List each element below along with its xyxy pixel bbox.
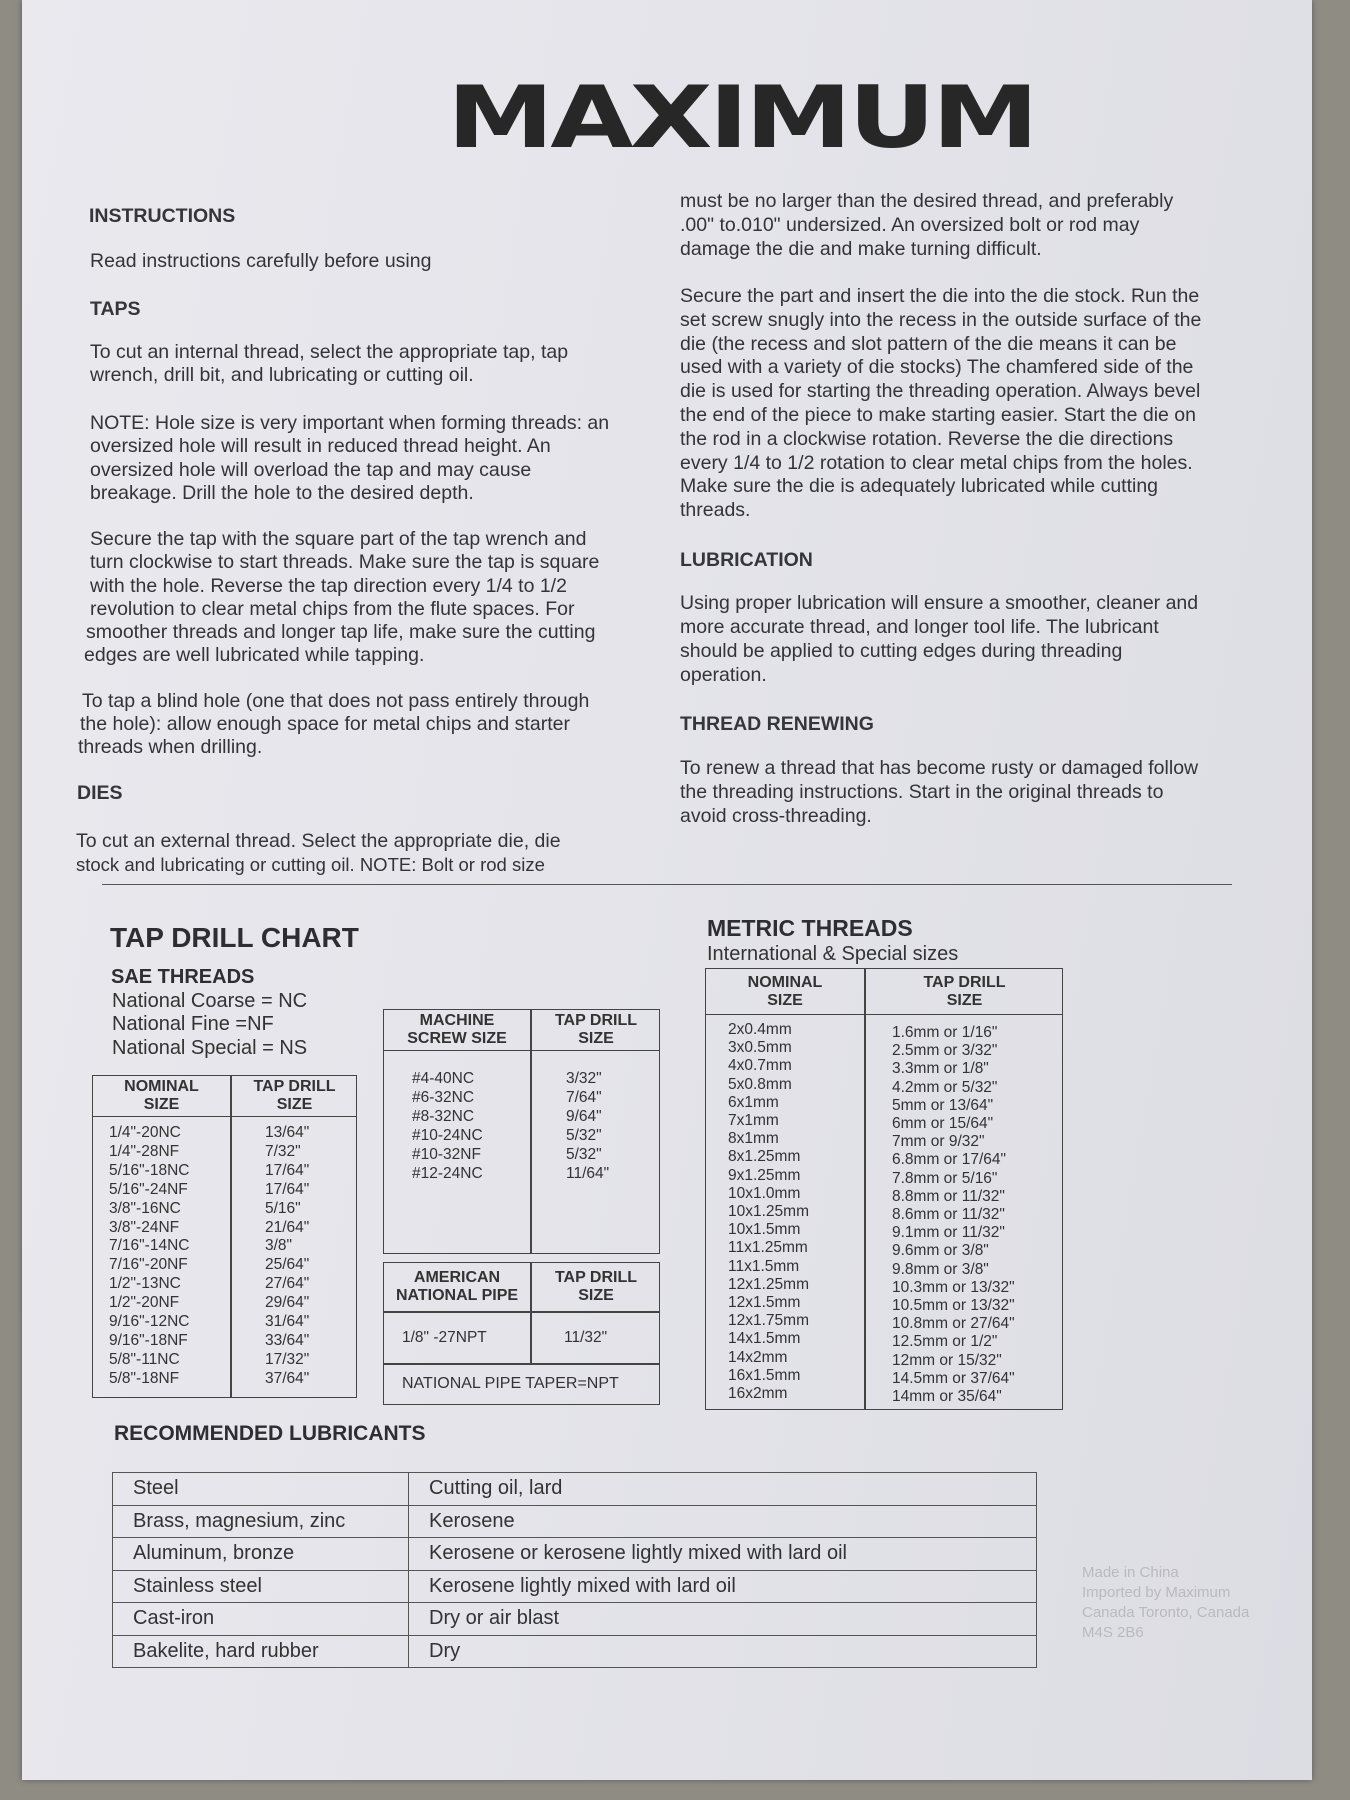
machine-size-cell: #10-24NC [412,1126,483,1144]
sae-nominal-cell: 1/2"-13NC [109,1275,181,1293]
sae-nominal-cell: 1/4"-20NC [109,1124,181,1141]
metric-tap-cell: 6.8mm or 17/64" [892,1151,1007,1169]
metric-tap-cell: 9.8mm or 3/8" [892,1260,989,1278]
machine-screw-table [383,1009,660,1254]
sae-nominal-cell: 3/8"-16NC [109,1199,181,1217]
sae-legend-nc: National Coarse = NC [112,990,308,1012]
pipe-footer: NATIONAL PIPE TAPER=NPT [402,1375,619,1392]
metric-nominal-cell: 8x1.25mm [728,1148,801,1166]
metric-tap-cell: 12mm or 15/32" [892,1351,1002,1369]
metric-threads-title: METRIC THREADS [707,915,913,941]
metric-header-tap: TAP DRILL SIZE [923,974,1006,1009]
machine-tap-cell: 9/64" [566,1107,602,1125]
metric-tap-cell: 10.8mm or 27/64" [892,1315,1015,1333]
metric-tap-cell: 8.8mm or 11/32" [892,1187,1005,1205]
sae-nominal-cell: 1/2"-20NF [109,1294,180,1312]
sae-nominal-cell: 9/16"-12NC [109,1313,190,1331]
metric-tap-cell: 8.6mm or 11/32" [892,1206,1005,1224]
metric-tap-cell: 7.8mm or 5/16" [892,1169,998,1187]
sae-tap-cell: 31/64" [265,1313,310,1331]
sae-tap-cell: 7/32" [265,1142,301,1160]
sae-tap-column [265,1124,309,1389]
metric-nominal-cell: 4x0.7mm [728,1057,792,1075]
sae-tap-cell: 29/64" [265,1294,310,1312]
machine-size-cell: #4-40NC [412,1070,475,1087]
sae-header-nominal: NOMINAL SIZE [124,1078,199,1113]
lubricant-row [113,1603,1037,1636]
lubricant-value: Cutting oil, lard [409,1473,1037,1506]
sae-tap-cell: 17/64" [265,1161,310,1179]
read-note: Read instructions carefully before using [90,250,432,272]
dies-heading: DIES [77,782,123,804]
metric-tap-cell: 5mm or 13/64" [892,1096,994,1114]
sae-tap-cell: 13/64" [265,1124,310,1141]
metric-nominal-cell: 12x1.5mm [728,1294,801,1312]
sae-tap-cell: 5/16" [265,1199,301,1217]
metric-tap-cell: 9.1mm or 11/32" [892,1224,1005,1242]
sae-nominal-cell: 7/16"-20NF [109,1256,188,1274]
metric-tap-cell: 10.3mm or 13/32" [892,1278,1015,1296]
metric-header-nominal: NOMINAL SIZE [747,974,823,1009]
machine-tap-cell: 5/32" [566,1145,602,1163]
sae-tap-cell: 3/8" [265,1237,293,1255]
sae-tap-cell: 17/32" [265,1350,310,1368]
lubricant-value: Kerosene or kerosene lightly mixed with lard oil [409,1538,1037,1571]
sae-nominal-cell: 1/4"-28NF [109,1142,180,1160]
metric-nominal-cell: 16x2mm [728,1385,788,1403]
lubricant-row [113,1505,1037,1538]
metric-nominal-cell: 12x1.75mm [728,1312,809,1330]
metric-tap-cell: 10.5mm or 13/32" [892,1297,1015,1315]
taps-heading: TAPS [90,298,141,320]
pipe-header-tap: TAP DRILL SIZE [554,1269,638,1304]
sae-legend-ns: National Special = NS [112,1037,308,1059]
lubricant-row [113,1635,1037,1668]
pipe-tap-value: 11/32" [564,1329,608,1346]
lubricant-row [113,1473,1037,1506]
lubricant-value: Kerosene lightly mixed with lard oil [409,1570,1037,1603]
metric-nominal-cell: 7x1mm [728,1112,779,1130]
metric-tap-cell: 1.6mm or 1/16" [892,1024,998,1041]
metric-nominal-cell: 14x2mm [728,1348,788,1366]
lubricant-value: Kerosene [409,1505,1037,1538]
sae-threads-table [92,1075,357,1398]
machine-size-cell: #12-24NC [412,1164,483,1182]
metric-tap-cell: 4.2mm or 5/32" [892,1078,998,1096]
lubricant-material: Brass, magnesium, zinc [113,1505,409,1538]
sae-tap-cell: 25/64" [265,1256,310,1274]
metric-nominal-cell: 10x1.5mm [728,1221,801,1239]
tap-drill-chart-title: TAP DRILL CHART [110,922,359,953]
lubricant-material: Bakelite, hard rubber [113,1635,409,1668]
metric-tap-column [892,1024,1015,1406]
machine-size-cell: #8-32NC [412,1107,475,1125]
origin-note: Made in China Imported by Maximum Canada Toronto, Canada M4S 2B6 [1082,1564,1250,1641]
sae-tap-cell: 27/64" [265,1275,310,1293]
sae-nominal-cell: 5/16"-24NF [109,1180,188,1198]
sae-legend-nf: National Fine =NF [112,1013,274,1035]
pipe-size-value: 1/8" -27NPT [402,1329,487,1346]
sae-nominal-cell: 5/8"-18NF [109,1369,180,1387]
sae-nominal-column [109,1124,189,1389]
metric-nominal-cell: 6x1mm [728,1093,779,1111]
metric-nominal-cell: 10x1.0mm [728,1184,801,1202]
metric-nominal-cell: 16x1.5mm [728,1366,801,1384]
sae-nominal-cell: 3/8"-24NF [109,1218,180,1236]
lubricant-row [113,1570,1037,1603]
machine-tap-cell: 7/64" [566,1088,602,1106]
instructions-heading: INSTRUCTIONS [89,205,236,227]
sae-tap-cell: 21/64" [265,1218,310,1236]
machine-tap-cell: 3/32" [566,1070,602,1087]
metric-nominal-cell: 2x0.4mm [728,1021,792,1038]
metric-nominal-cell: 14x1.5mm [728,1330,801,1348]
metric-nominal-cell: 3x0.5mm [728,1039,792,1057]
metric-tap-cell: 6mm or 15/64" [892,1115,994,1133]
lubricant-material: Steel [113,1473,409,1506]
brand-logo: MAXIMUM [447,68,1036,168]
metric-tap-cell: 2.5mm or 3/32" [892,1042,998,1060]
sae-nominal-cell: 7/16"-14NC [109,1237,190,1255]
metric-threads-table [705,968,1063,1410]
thread-renewing-heading: THREAD RENEWING [680,713,874,735]
lubricant-material: Cast-iron [113,1603,409,1636]
metric-tap-cell: 14.5mm or 37/64" [892,1369,1015,1387]
lubricant-material: Stainless steel [113,1570,409,1603]
machine-header-tap: TAP DRILL SIZE [554,1012,638,1047]
lubrication-heading: LUBRICATION [680,549,813,571]
metric-nominal-cell: 9x1.25mm [728,1166,801,1184]
metric-tap-cell: 12.5mm or 1/2" [892,1333,998,1351]
sae-nominal-cell: 9/16"-18NF [109,1331,188,1349]
lubricant-material: Aluminum, bronze [113,1538,409,1571]
metric-nominal-column [728,1021,809,1403]
machine-tap-cell: 11/64" [566,1164,610,1182]
metric-nominal-cell: 11x1.5mm [728,1257,800,1275]
machine-tap-column [566,1070,609,1183]
sae-header-tap: TAP DRILL SIZE [253,1078,336,1113]
machine-size-column [412,1070,483,1183]
lubricants-table [112,1472,1037,1668]
sae-tap-cell: 17/64" [265,1180,310,1198]
metric-tap-cell: 14mm or 35/64" [892,1388,1002,1406]
metric-nominal-cell: 12x1.25mm [728,1275,809,1293]
instruction-sheet: MAXIMUM INSTRUCTIONS Read instructions carefully before using TAPS To cut an internal thread, select the appropriate tap, tap wrench, drill bit, and lubricating or cutting oil. NOTE: Hole size is very important when forming threads: an oversized hole will result in reduced thread height. An oversized hole will overload the tap and may cause breakage. Drill the hole to the desired depth. Secure the tap with the square part of the tap wrench and turn clockwise to start threads. Make sure the tap is square with the hole. Reverse the tap direction every 1/4 to 1/2 revolution to clear metal chips from the flute spaces. For smoother threads and longer tap life, make sure the cutting edges are well lubricated while tapping. To tap a blind hole (one that does not pass entirely through the hole): allow enough space for metal chips and starter threads when drilling. DIES To cut an external thread. Select the appropriate die, die stock and lubricating or cutting oil. NOTE: Bolt or rod size must be no larger than the desired thread, and preferably .00" to.010" undersized. An oversized bolt or rod may damage the die and make turning difficult. Secure the part and insert the die into the die stock. Run the set screw snugly into the recess in the outside surface of the die (the recess and slot pattern of the die means it can be used with a variety of die stocks) The chamfered side of the die is used for starting the threading operation. Always bevel the end of the piece to make starting easier. Start the die on the rod in a clockwise rotation. Reverse the die directions every 1/4 to 1/2 rotation to clear metal chips from the holes. Make sure the die is adequately lubricated while cutting threads. LUBRICATION Using proper lubrication will ensure a smoother, cleaner and more accurate thread, and longer tool life. The lubricant should be applied to cutting edges during threading operation. THREAD RENEWING To renew a thread that has become rusty or damaged follow the threading instructions. Start in the original threads to avoid cross-threading. TAP DRILL CHART SAE THREADS National Coarse = NC National Fine =NF National Special = NS NOMINAL SIZE TAP DRILL SIZE 1/4"-20NC 1/4"-28NF 5/16"-18NC 5/16"-24NF 3/8"-16NC 3/8"-24NF 7/16"-14NC 7/16"-20NF 1/2"-13NC 1/2"-20NF 9/16"-12NC 9/16"-18NF 5/8"-11NC 5/8"-18NF 13/64" 7/32" 17/64" 17/64" 5/16" 21/64" 3/8" 25/64" 27/64" 29/64" 31/64" 33/64" 17/32" 37/64" MACHINE SCREW SIZE TAP DRILL SIZE #4-40NC #6-32NC #8-32NC #10-24NC #10-32NF #12-24NC 3/32" 7/64" 9/64" 5/32" 5/32" 11/64" AMERICAN NATIONAL PIPE TAP DRILL SIZE 1/8" -27NPT 11/32" NATIONAL PIPE TAPER=NPT METRIC THREADS International & Special sizes NOMINAL SIZE TAP DRILL SIZE 2x0.4mm 3x0.5mm 4x0.7mm 5x0.8mm 6x1mm 7x1mm 8x1mm 8x1.25mm 9x1.25mm 10x1.0mm 10x1.25mm 10x1.5mm 11x1.25mm 11x1.5mm 12x1.25mm 12x1.5mm 12x1.75mm 14x1.5mm 14x2mm 16x1.5mm 16x2mm 1.6mm or 1/16" 2.5mm or 3/32" 3.3mm or 1/8" 4.2mm or 5/32" 5mm or 13/64" 6mm or 15/64" 7mm or 9/32" 6.8mm or 17/64" 7.8mm or 5/16" 8.8mm or 11/32" 8.6mm or 11/32" 9.1mm or 11/32" 9.6mm or 3/8" 9.8mm or 3/8" 10.3mm or 13/32" 10.5mm or 13/32" 10.8mm or 27/64" 12.5mm or 1/2" 12mm or 15/32" 14.5mm or 37/64" 14mm or 35/64" RECOMMENDED LUBRICANTS Steel Cutting oil, lard Brass, magnesium, zinc Kerosene Aluminum, bronze Kerosene or kerosene lightly mixed with lard oil Stainless steel Kerosene lightly mixed with lard oil Cast-iron Dry or air blast Bakelite, hard rubber Dry Made in China Imported by Maximum Canada Toronto, Canada M4S 2B6 [22,0,1312,1780]
american-pipe-table [383,1262,660,1405]
sae-nominal-cell: 5/8"-11NC [109,1350,180,1368]
metric-tap-cell: 3.3mm or 1/8" [892,1060,989,1078]
section-divider [102,884,1232,885]
machine-size-cell: #6-32NC [412,1088,475,1106]
metric-nominal-cell: 8x1mm [728,1130,779,1148]
metric-nominal-cell: 5x0.8mm [728,1075,792,1093]
metric-threads-subtitle: International & Special sizes [707,943,959,965]
lubricant-value: Dry or air blast [409,1603,1037,1636]
metric-nominal-cell: 10x1.25mm [728,1203,809,1221]
machine-tap-cell: 5/32" [566,1126,602,1144]
sae-threads-title: SAE THREADS [111,966,255,988]
lubricant-row [113,1538,1037,1571]
pipe-header-size: AMERICAN NATIONAL PIPE [395,1269,519,1304]
sae-nominal-cell: 5/16"-18NC [109,1161,190,1179]
metric-nominal-cell: 11x1.25mm [728,1239,808,1257]
metric-tap-cell: 7mm or 9/32" [892,1133,985,1151]
machine-header-size: MACHINE SCREW SIZE [407,1012,507,1047]
recommended-lubricants-title: RECOMMENDED LUBRICANTS [114,1422,426,1445]
sae-tap-cell: 37/64" [265,1369,310,1387]
machine-size-cell: #10-32NF [412,1145,481,1163]
sae-tap-cell: 33/64" [265,1331,310,1349]
lubricant-value: Dry [409,1635,1037,1668]
metric-tap-cell: 9.6mm or 3/8" [892,1242,989,1260]
